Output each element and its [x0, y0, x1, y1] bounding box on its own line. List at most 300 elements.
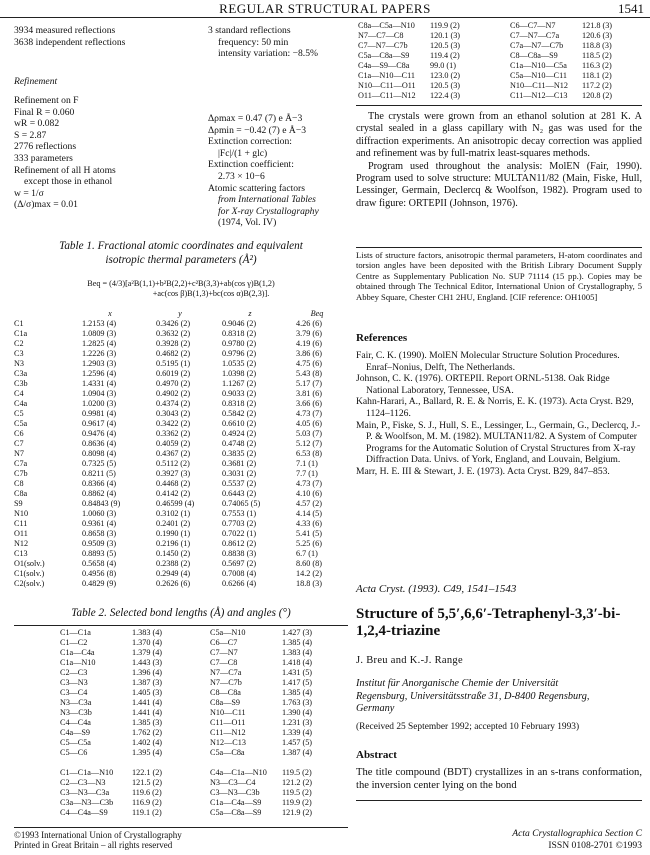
refinement-line: S = 2.87: [14, 129, 47, 141]
coordinate-value: 0.3031 (2): [222, 469, 257, 478]
atom-pair: C4a—S9: [60, 728, 91, 737]
standard-reflections: 3 standard reflections: [208, 25, 291, 36]
geometry-value: 1.395 (4): [132, 748, 163, 757]
atom-pair: C7—C8: [210, 658, 238, 667]
atom-pair: C4—C4a—S9: [60, 808, 108, 817]
coordinate-value: 0.5195 (1): [156, 359, 191, 368]
atom-label: N12: [14, 539, 29, 548]
coordinate-value: 8.60 (8): [296, 559, 322, 568]
geometry-value: 120.5 (3): [430, 81, 461, 90]
atom-pair: N7—C7—C8: [358, 31, 404, 40]
geometry-row: [210, 678, 312, 688]
coordinate-value: 4.14 (5): [296, 509, 322, 518]
atom-label: C1: [14, 319, 24, 328]
coordinate-value: 0.6443 (2): [222, 489, 257, 498]
table1-coordinates: [14, 309, 348, 589]
table1-row: [14, 359, 348, 369]
atom-pair: C5—C6: [60, 748, 88, 757]
table1-row: [14, 559, 348, 569]
atom-pair: N10—C11: [210, 708, 246, 717]
atom-label: C4: [14, 389, 24, 398]
geometry-value: 1.443 (3): [132, 658, 163, 667]
geometry-row: [358, 81, 460, 91]
atom-label: C7b: [14, 469, 28, 478]
coordinate-value: 1.2153 (4): [82, 319, 117, 328]
coordinate-value: 14.2 (2): [296, 569, 322, 578]
coordinate-value: 5.17 (7): [296, 379, 322, 388]
atom-pair: C1—C2: [60, 638, 88, 647]
geometry-value: 119.9 (2): [282, 798, 312, 807]
atom-label: C7a: [14, 459, 28, 468]
coordinate-value: 0.6610 (2): [222, 419, 257, 428]
coordinate-value: 1.1267 (2): [222, 379, 257, 388]
coordinate-value: 1.4331 (4): [82, 379, 117, 388]
table2-caption: Table 2. Selected bond lengths (Å) and angles (°): [71, 607, 291, 619]
atom-pair: N3—C3b: [60, 708, 92, 717]
table1-caption: [14, 240, 348, 267]
geometry-value: 1.383 (4): [132, 628, 163, 637]
geometry-value: 118.5 (2): [582, 51, 612, 60]
coordinate-value: 0.8658 (3): [82, 529, 117, 538]
table2-top-rule: [14, 625, 348, 626]
geometry-row: [358, 21, 460, 31]
coordinate-value: 0.3043 (2): [156, 409, 191, 418]
beq-formula: [14, 279, 348, 299]
coordinate-value: 1.0200 (3): [82, 399, 117, 408]
atom-pair: C3a—N3—C3b: [60, 798, 114, 807]
geometry-row: [60, 638, 162, 648]
coordinate-value: 0.9981 (4): [82, 409, 117, 418]
atom-pair: C1—C1a: [60, 628, 91, 637]
atom-pair: C8a—S9: [210, 698, 241, 707]
coordinate-value: 4.05 (6): [296, 419, 322, 428]
geometry-row: [60, 668, 162, 678]
geometry-value: 120.1 (3): [430, 31, 461, 40]
table2-angles-left: [60, 768, 162, 818]
table1-header-row: [14, 309, 348, 319]
atom-label: C5: [14, 409, 24, 418]
atom-pair: C3—N3—C3b: [210, 788, 260, 797]
table1-row: [14, 529, 348, 539]
received-dates: (Received 25 September 1992; accepted 10 February 1993): [356, 722, 580, 732]
coordinate-value: 0.9780 (2): [222, 339, 257, 348]
affiliation-line: Institut für Anorganische Chemie der Universität: [356, 678, 559, 689]
geometry-value: 122.4 (3): [430, 91, 461, 100]
refinement-line: from International Tables: [218, 194, 316, 206]
coordinate-value: 4.57 (2): [296, 499, 322, 508]
table1-row: [14, 519, 348, 529]
refinement-line: Extinction coefficient:: [208, 159, 294, 171]
geometry-row: [210, 628, 312, 638]
table1-row: [14, 579, 348, 589]
geometry-row: [60, 778, 162, 788]
table1-row: [14, 469, 348, 479]
coordinate-value: 0.8838 (3): [222, 549, 257, 558]
coordinate-value: 1.2226 (3): [82, 349, 117, 358]
article-title: [356, 606, 646, 640]
geometry-value: 99.0 (1): [430, 61, 456, 70]
table1-row: [14, 569, 348, 579]
geometry-value: 120.6 (3): [582, 31, 613, 40]
column-header: Beq: [310, 309, 324, 318]
running-header: [0, 0, 650, 18]
coordinate-value: 0.8318 (2): [222, 329, 257, 338]
geometry-value: 1.431 (5): [282, 668, 313, 677]
column-header: z: [248, 309, 252, 318]
refinement-line: for X-ray Crystallography: [218, 205, 319, 217]
refinement-line: wR = 0.082: [14, 118, 60, 130]
atom-label: C7: [14, 439, 24, 448]
data-collection-col1: [14, 25, 204, 48]
table2-bottom-rule: [356, 105, 642, 106]
table1-row: [14, 369, 348, 379]
coordinate-value: 0.9361 (4): [82, 519, 117, 528]
geometry-value: 1.441 (4): [132, 708, 163, 717]
geometry-value: 1.383 (4): [282, 648, 313, 657]
table1-row: [14, 409, 348, 419]
atom-label: N10: [14, 509, 29, 518]
refinement-line: Final R = 0.060: [14, 106, 75, 118]
coordinate-value: 1.0904 (3): [82, 389, 117, 398]
atom-pair: C1a—C4a—S9: [210, 798, 262, 807]
geometry-row: [510, 81, 612, 91]
article-authors: J. Breu and K.-J. Range: [356, 655, 463, 666]
atom-pair: C4—C4a: [60, 718, 91, 727]
geometry-value: 120.5 (3): [430, 41, 461, 50]
coordinate-value: 1.2825 (4): [82, 339, 117, 348]
atom-label: C4a: [14, 399, 28, 408]
coordinate-value: 0.7703 (2): [222, 519, 257, 528]
table1-row: [14, 339, 348, 349]
coordinate-value: 0.84843 (9): [82, 499, 121, 508]
geometry-value: 1.417 (5): [282, 678, 313, 687]
geometry-row: [358, 91, 460, 101]
atom-label: C5a: [14, 419, 28, 428]
geometry-value: 1.385 (4): [282, 638, 313, 647]
coordinate-value: 4.10 (6): [296, 489, 322, 498]
column-header: x: [108, 309, 112, 318]
geometry-row: [60, 808, 162, 818]
copyright: ©1993 International Union of Crystallography: [14, 830, 182, 840]
atom-pair: C6—C7: [210, 638, 238, 647]
reference-item: Main, P., Fiske, S. J., Hull, S. E., Lessinger, L., Germain, G., Declercq, J.-P. & Woolfson, M. M. (1982). MULTAN11/82. A System of Computer Programs for the Automatic Solution of Crystal Structures from X-ray Diffraction Data. Univs. of York, England, and Louvain, Belgium.: [356, 419, 641, 466]
atom-pair: C7—N7—C7b: [358, 41, 408, 50]
geometry-row: [510, 51, 612, 61]
atom-pair: C5a—C8a—S9: [358, 51, 410, 60]
reference-item: Johnson, C. K. (1976). ORTEPII. Report ORNL-5138. Oak Ridge National Laboratory, Tennessee, USA.: [356, 373, 610, 396]
coordinate-value: 1.0535 (2): [222, 359, 257, 368]
geometry-row: [60, 688, 162, 698]
geometry-value: 1.763 (3): [282, 698, 313, 707]
coordinate-value: 0.4682 (2): [156, 349, 191, 358]
atom-label: C2(solv.): [14, 579, 45, 588]
coordinate-value: 4.26 (6): [296, 319, 322, 328]
coordinate-value: 0.9476 (4): [82, 429, 117, 438]
geometry-row: [210, 768, 312, 778]
atom-label: C6: [14, 429, 24, 438]
table1-row: [14, 459, 348, 469]
geometry-row: [510, 61, 612, 71]
atom-pair: N3—C3—C4: [210, 778, 256, 787]
table1-row: [14, 429, 348, 439]
geometry-row: [510, 91, 612, 101]
coordinate-value: 18.8 (3): [296, 579, 322, 588]
geometry-value: 1.762 (2): [132, 728, 163, 737]
issn: ISSN 0108-2701 ©1993: [548, 840, 642, 851]
atom-pair: C2—C3: [60, 668, 88, 677]
geometry-row: [60, 748, 162, 758]
atom-label: C13: [14, 549, 28, 558]
atom-label: N3: [14, 359, 25, 368]
table2-bonds-left: [60, 628, 162, 758]
atom-pair: C5—C5a: [60, 738, 91, 747]
coordinate-value: 4.73 (7): [296, 409, 322, 418]
geometry-value: 116.3 (2): [582, 61, 612, 70]
coordinate-value: 5.03 (7): [296, 429, 322, 438]
atom-pair: C8—C8a—S9: [510, 51, 558, 60]
geometry-value: 1.418 (4): [282, 658, 313, 667]
references-list: [356, 350, 642, 478]
geometry-value: 117.2 (2): [582, 81, 612, 90]
coordinate-value: 0.4142 (2): [156, 489, 191, 498]
geometry-row: [210, 748, 312, 758]
coordinate-value: 1.0398 (2): [222, 369, 257, 378]
geometry-row: [210, 738, 312, 748]
geometry-row: [60, 658, 162, 668]
experimental-text: [356, 111, 642, 210]
atom-pair: C1a—N10—C5a: [510, 61, 567, 70]
coordinate-value: 0.8862 (4): [82, 489, 117, 498]
table1-row: [14, 379, 348, 389]
atom-pair: C5a—C8a—S9: [210, 808, 262, 817]
geometry-row: [60, 768, 162, 778]
geometry-row: [358, 31, 460, 41]
atom-pair: C7—N7: [210, 648, 238, 657]
deposit-rule: [356, 247, 642, 248]
geometry-value: 1.402 (4): [132, 738, 163, 747]
atom-pair: C11—N12: [210, 728, 246, 737]
article-title-line1: Structure of 5,5′,6,6′-Tetraphenyl-3,3′-bi-: [356, 606, 621, 622]
copyright-block: [14, 830, 182, 850]
geometry-row: [210, 658, 312, 668]
refinement-line: (1974, Vol. IV): [218, 217, 277, 229]
geometry-value: 118.1 (2): [582, 71, 612, 80]
coordinate-value: 0.8211 (5): [82, 469, 116, 478]
geometry-row: [358, 61, 460, 71]
geometry-value: 1.379 (4): [132, 648, 163, 657]
coordinate-value: 0.4367 (2): [156, 449, 191, 458]
geometry-value: 116.9 (2): [132, 798, 162, 807]
atom-pair: N10—C11—N12: [510, 81, 568, 90]
article-citation: Acta Cryst. (1993). C49, 1541–1543: [356, 583, 517, 595]
journal-name: Acta Crystallographica Section C: [512, 828, 642, 839]
atom-pair: C4a—S9—C8a: [358, 61, 410, 70]
refinement-line: (Δ/σ)max = 0.01: [14, 199, 78, 211]
deposition-note: Lists of structure factors, anisotropic thermal parameters, H-atom coordinates and torsion angles have been deposited with the British Library Document Supply Centre as Supplementary Publication No. SUP 71114 (15 pp.). Copies may be obtained through The Technical Editor, International Union of Crystallography, 5 Abbey Square, Chester CH1 2HU, England. [CIF reference: OH1005]: [356, 250, 642, 302]
atom-pair: C3—N3—C3a: [60, 788, 110, 797]
atom-pair: C11—N12—C13: [510, 91, 568, 100]
geometry-row: [210, 648, 312, 658]
beq-formula-line2: +ac(cos β)B(1,3)+bc(cos α)B(2,3)].: [152, 289, 270, 298]
geometry-row: [358, 71, 460, 81]
geometry-value: 1.405 (3): [132, 688, 163, 697]
refinement-line: Atomic scattering factors: [208, 182, 305, 194]
coordinate-value: 4.75 (6): [296, 359, 322, 368]
reference-item: Fair, C. K. (1990). MolEN Molecular Structure Solution Procedures. Enraf–Nonius, Delft, The Netherlands.: [356, 350, 620, 373]
refinement-line: 333 parameters: [14, 152, 73, 164]
atom-pair: N12—C13: [210, 738, 246, 747]
atom-label: N7: [14, 449, 25, 458]
refinement-heading: Refinement: [14, 76, 58, 87]
coordinate-value: 0.9033 (2): [222, 389, 257, 398]
footer-rule: [14, 827, 348, 828]
affiliation-line: Germany: [356, 703, 395, 714]
coordinate-value: 0.3422 (2): [156, 419, 191, 428]
intensity-variation: intensity variation: −8.5%: [218, 48, 318, 60]
geometry-row: [210, 728, 312, 738]
coordinate-value: 0.8612 (2): [222, 539, 257, 548]
coordinate-value: 7.7 (1): [296, 469, 318, 478]
coordinate-value: 3.81 (6): [296, 389, 322, 398]
page-number: 1541: [618, 1, 644, 16]
atom-label: C11: [14, 519, 28, 528]
atom-pair: C7—N7—C7a: [510, 31, 560, 40]
refinement-col2: [208, 95, 348, 229]
geometry-row: [210, 698, 312, 708]
abstract-rule: [356, 800, 642, 801]
coordinate-value: 0.4970 (2): [156, 379, 191, 388]
geometry-row: [510, 41, 612, 51]
coordinate-value: 0.9617 (4): [82, 419, 117, 428]
abstract-heading: Abstract: [356, 749, 397, 761]
coordinate-value: 3.66 (6): [296, 399, 322, 408]
geometry-row: [60, 718, 162, 728]
atom-pair: N3—C3a: [60, 698, 92, 707]
coordinate-value: 0.46599 (4): [156, 499, 195, 508]
geometry-value: 121.2 (2): [282, 778, 313, 787]
journal-section-title: REGULAR STRUCTURAL PAPERS: [219, 1, 431, 16]
refinement-line: except those in ethanol: [24, 176, 113, 188]
geometry-value: 1.370 (4): [132, 638, 163, 647]
coordinate-value: 4.33 (6): [296, 519, 322, 528]
coordinate-value: 4.73 (7): [296, 479, 322, 488]
geometry-value: 121.8 (3): [582, 21, 613, 30]
geometry-row: [60, 678, 162, 688]
coordinate-value: 0.8636 (4): [82, 439, 117, 448]
refinement-line: 2.73 × 10−6: [218, 170, 265, 182]
atom-pair: O11—C11—N12: [358, 91, 416, 100]
coordinate-value: 6.53 (8): [296, 449, 322, 458]
table1-row: [14, 489, 348, 499]
refinement-line: w = 1/σ: [14, 187, 44, 199]
geometry-value: 1.385 (3): [132, 718, 163, 727]
coordinate-value: 0.7022 (1): [222, 529, 257, 538]
table1-row: [14, 439, 348, 449]
coordinate-value: 0.7553 (1): [222, 509, 257, 518]
table1-caption-line2: isotropic thermal parameters (Å²): [105, 253, 257, 266]
atom-pair: C1a—N10: [60, 658, 96, 667]
table1-row: [14, 349, 348, 359]
coordinate-value: 0.4829 (9): [82, 579, 117, 588]
coordinate-value: 0.9796 (2): [222, 349, 257, 358]
geometry-row: [210, 718, 312, 728]
geometry-row: [510, 71, 612, 81]
coordinate-value: 0.3426 (2): [156, 319, 191, 328]
coordinate-value: 0.4748 (2): [222, 439, 257, 448]
atom-label: C3b: [14, 379, 28, 388]
atom-pair: N7—C7a: [210, 668, 242, 677]
coordinate-value: 0.5537 (2): [222, 479, 257, 488]
atom-label: C3: [14, 349, 24, 358]
geometry-value: 1.396 (4): [132, 668, 163, 677]
coordinate-value: 0.2626 (6): [156, 579, 191, 588]
coordinate-value: 0.2196 (1): [156, 539, 191, 548]
geometry-row: [60, 698, 162, 708]
beq-formula-line1: Beq = (4/3)[a²B(1,1)+b²B(2,2)+c²B(3,3)+ab(cos γ)B(1,2): [87, 279, 275, 288]
coordinate-value: 0.6019 (2): [156, 369, 191, 378]
coordinate-value: 0.8893 (5): [82, 549, 117, 558]
coordinate-value: 0.4468 (2): [156, 479, 191, 488]
table1-row: [14, 499, 348, 509]
atom-pair: C7a—N7—C7b: [510, 41, 564, 50]
atom-pair: C1—C1a—N10: [60, 768, 114, 777]
atom-pair: C6—C7—N7: [510, 21, 556, 30]
geometry-value: 1.427 (3): [282, 628, 313, 637]
coordinate-value: 0.2949 (4): [156, 569, 191, 578]
atom-label: C1a: [14, 329, 28, 338]
coordinate-value: 0.9509 (3): [82, 539, 117, 548]
coordinate-value: 0.5112 (2): [156, 459, 190, 468]
atom-label: C2: [14, 339, 24, 348]
geometry-value: 1.339 (4): [282, 728, 313, 737]
experimental-paragraph: The crystals were grown from an ethanol solution at 281 K. A crystal sealed in a glass capillary with N₂ gas was used for the diffraction experiments. An anisotropic decay correction was applied and refinement was by full-matrix least-squares methods.: [356, 111, 642, 160]
coordinate-value: 0.3632 (2): [156, 329, 191, 338]
geometry-row: [210, 788, 312, 798]
geometry-row: [60, 728, 162, 738]
coordinate-value: 0.3835 (2): [222, 449, 257, 458]
coordinate-value: 0.1450 (2): [156, 549, 191, 558]
coordinate-value: 0.2401 (2): [156, 519, 191, 528]
coordinate-value: 0.3362 (2): [156, 429, 191, 438]
atom-pair: C8a—C5a—N10: [358, 21, 415, 30]
refinement-line: Δρmax = 0.47 (7) e Å−3: [208, 113, 303, 124]
geometry-row: [358, 41, 460, 51]
coordinate-value: 1.0809 (3): [82, 329, 117, 338]
table1-row: [14, 479, 348, 489]
coordinate-value: 0.6266 (4): [222, 579, 257, 588]
table1-row: [14, 549, 348, 559]
geometry-value: 1.387 (3): [132, 678, 163, 687]
geometry-row: [210, 808, 312, 818]
coordinate-value: 5.43 (8): [296, 369, 322, 378]
independent-reflections: 3638 independent reflections: [14, 36, 126, 48]
atom-pair: C3—C4: [60, 688, 88, 697]
atom-pair: N10—C11—O11: [358, 81, 416, 90]
atom-label: C8: [14, 479, 24, 488]
atom-pair: C1a—C4a: [60, 648, 95, 657]
coordinate-value: 0.1990 (1): [156, 529, 191, 538]
article-affiliation: [356, 678, 646, 716]
atom-pair: C4a—C1a—N10: [210, 768, 267, 777]
coordinate-value: 0.3927 (3): [156, 469, 191, 478]
atom-pair: C2—C3—N3: [60, 778, 106, 787]
coordinate-value: 0.2388 (2): [156, 559, 191, 568]
coordinate-value: 0.4924 (2): [222, 429, 257, 438]
angles-continued-right: [510, 21, 612, 101]
coordinate-value: 5.12 (7): [296, 439, 322, 448]
coordinate-value: 5.41 (5): [296, 529, 322, 538]
coordinate-value: 0.5842 (2): [222, 409, 257, 418]
